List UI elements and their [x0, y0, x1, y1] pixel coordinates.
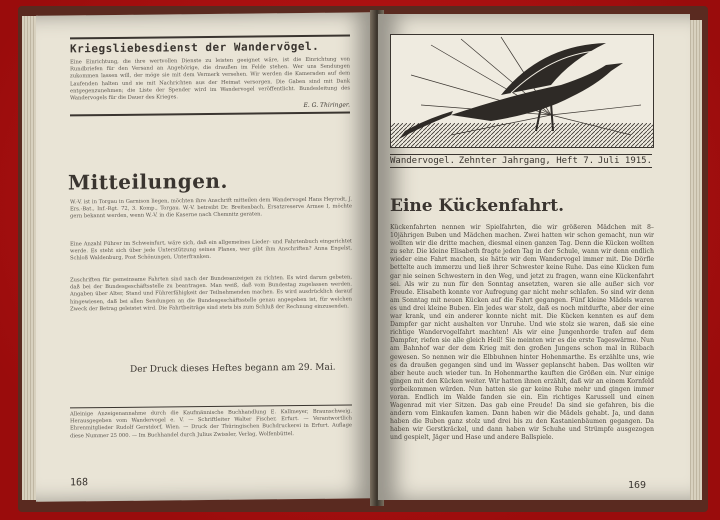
header-title: Kriegsliebesdienst der Wandervögel. — [70, 39, 320, 56]
left-page — [36, 12, 376, 502]
bird-woodcut-illustration — [390, 34, 654, 148]
rule-top — [70, 34, 350, 39]
journal-masthead — [390, 154, 652, 168]
page-number-right: 169 — [628, 480, 647, 491]
bird-icon — [391, 35, 653, 147]
article-body: Kückenfahrten nennen wir Spielfahrten, die wir größeren Mädchen mit 8–10jährigen Buben und Mädchen machen. Zwei hatten wir schon gemacht, nun wir wollten wir die dritte machen, diesmal einen ganzen Tag. Denn die Kücken wollten zu sehr. Die kleine Elisabeth fragte jeden Tag in der Schule, wann wir denn endlich wieder eine Fahrt machen, sie hätte wir dem Wandervogel immer mit. Die Dörfle bettelte auch immerzu und ließ ihrer Schwester keine Ruhe. Das eine Kücken fum gar nie seinen Schwestern in den Weg, und jetzt zu fragen, wann eine Kückenfahrt sei. Als wir zu nun für den Sonntag ansetzten, waren sie alle außer sich vor Freude. Elisabeth konnte vor Aufregung gar nicht mehr schlafen. So sind wir denn am Sonntag mit neuen Kücken auf die Fahrt gegangen. Fünf kleine Mädels waren es und drei kleine Buben. Ein jedes war stolz, daß es noch mitdurfte, aber der eine war krank, und ein anderer konnte nicht mit. Die Kücken kennten es auf dem Dampfer gar nicht aushalten vor Unruhe. Und wie stolz sie waren, daß sie eine richtige Wandervogelfahrt machten! Als wir eine Jungenhorde trafen auf dem Dampfer, riefen sie alle gleich Heil! Sie meinten wir es die erste Tageswärme. Nun am Bahnhof war der dem Krieg mit den großen Jungens schon mal in Rübach gewesen. So nennen wir die Elbbuhnen hinter Hohenmarthe. Es erzählte uns, wie es da draußen gegangen sind und im Wasser geplanscht haben. Das wollten wir aber heute auch wieder tun. In Hohenmarthe kauften die Größen ein. Nur einige gingen mit den Kücken weiter. Wir hatten ihnen erzählt, daß wir an einem Kornfeld vorbeikommen würden. Nun hatten sie gar keine Ruhe mehr und gingen immer voran. Endlich im Walde fanden sie ein. Ein richtiges Karussell und einen Wagenrad mit vier Sitzen. Das gab eine Freude! Da sind sie gefahren, bis die andern vom Einkaufen kamen. Dann haben wir die Mädels gehabt. Ja, und dann haben die Buben ganz stolz und drei bis zu den Kastanienbäumen gegangen. Da haben wir Gerstkräckel, und dann haben wir Schuhe und Strümpfe ausgezogen und gespielt, Jäger und Hase und andere Ballspiele. — [390, 224, 654, 442]
rule-bottom — [70, 112, 350, 117]
article-title: Eine Kückenfahrt. — [390, 196, 564, 216]
page-edges-right — [688, 20, 702, 500]
masthead-journal: Wandervogel. — [390, 156, 456, 166]
paragraph-2: Eine Anzahl Führer im Schweinfurt, wäre sich, daß ein allgemeines Lieder- und Fahrtenbuch eingerichtet werde. Es steht sich über jede Unterstützung seines Planes, wer gibt ihm Anschriften? Anna Engelst, Schloß Waldenburg, Post Schönungen, Unterfranken. — [70, 238, 352, 262]
paragraph-1: W.-V. ist in Torgau in Garnison liegen, möchten ihre Anschrift mitteilen dem Wandervogel Hans Heyrodt, J. Ers.-Bat., Inf.-Rgt. 72, 3. Komp., Torgau. W.-V. betreibt Dr. Breitenbach, Ersatzreserve Armee I, möchte gern bekannt werden, wenn W.-V. in die Kaserne nach Chemnitz geraten. — [70, 196, 352, 220]
masthead-date: Juli 1915. — [597, 156, 652, 166]
masthead-issue: Zehnter Jahrgang, Heft 7. — [458, 156, 595, 166]
page-number-left: 168 — [70, 477, 89, 489]
paragraph-3: Zuschriften für gemeinsame Fahrten sind nach der Bundesanzeigen zu richten. Es wird darum gebeten, daß bei der Bundesgeschäftsstelle zu beantragen. Man weiß, daß vom Bundestag zugelassen werden. Angaben über Alter, Stand und Führerfähigkeit der Teilnehmenden machen. Es wird ausdrücklich darauf hingewiesen, daß bei allen Sendungen an die Bundesgeschäftsstelle genau angegeben ist, für welchen Zweck der Betrag geleistet wird. Die Fahrtbeiträge sind stets bis zum Schluß der Rechnung einzusenden. — [70, 274, 352, 313]
print-date-note: Der Druck dieses Heftes begann am 29. Mai. — [130, 362, 336, 375]
header-text: Eine Einrichtung, die ihre wertvollen Dienste zu leisten geeignet wäre, ist die Einrichtung von Rundbriefen für den Versand an Angehörige, die draußen im Felde stehen. Wer uns Sendungen zukommen lassen will, der möge sie mit dem Vermerk versehen. Wir werden die Kameraden auf dem Laufenden halten und sie mit Nachrichten aus der Heimat versorgen. Die Gaben sind mit Dank entgegenzunehmen; die Liste der Spender wird im Wandervogel veröffentlicht. Bundesleitung des Wandervogels für die Dauer des Krieges. — [70, 56, 350, 102]
header-signature: E. G. Thiringer. — [303, 101, 350, 110]
section-title: Mitteilungen. — [68, 168, 228, 195]
right-page — [378, 14, 690, 500]
header-box — [70, 34, 350, 119]
imprint-footnote: Alleinige Anzeigenannahme durch die Kaufmännische Buchhandlung E. Kallmeyer, Braunschweig. Herausgegeben vom Wandervogel e. V. — Schriftleiter Walter Fischer, Erfurt. — Verantwortlich Ehrenmitglieder Rudolf Gerstdorf, Wien. — Druck der Thüringischen Buchdruckerei in Erfurt. Auflage diese Nummer 25 000. — Im Buchhandel durch Julius Zwissler, Verlag, Wolfenbüttel. — [70, 404, 352, 440]
